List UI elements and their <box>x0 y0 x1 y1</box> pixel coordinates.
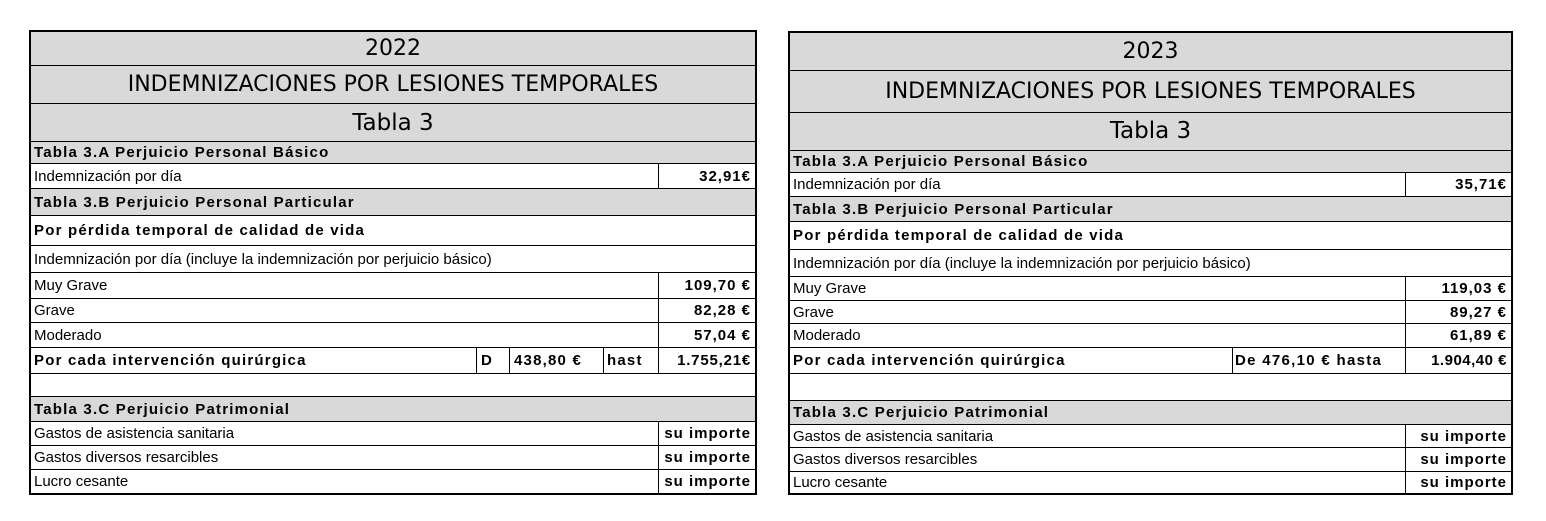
main-heading: INDEMNIZACIONES POR LESIONES TEMPORALES <box>790 71 1511 113</box>
desde-hasta-text: De 476,10 € hasta <box>1232 348 1405 373</box>
year-title: 2022 <box>31 32 755 66</box>
section-b-header <box>790 197 1511 222</box>
grave-label: Grave <box>34 302 75 319</box>
incluye-row <box>790 250 1511 277</box>
indemn-dia-label: Indemnización por día <box>793 176 941 193</box>
lucro-label: Lucro cesante <box>34 473 129 490</box>
muy-grave-row <box>31 273 755 299</box>
moderado-value: 57,04 € <box>658 323 755 347</box>
section-c-label: Tabla 3.C Perjuicio Patrimonial <box>34 400 291 418</box>
table-title: Tabla 3 <box>790 113 1511 151</box>
muy-grave-row <box>790 277 1511 301</box>
asistencia-value: su importe <box>1405 425 1511 447</box>
section-a-label: Tabla 3.A Perjuicio Personal Básico <box>34 144 330 161</box>
grave-row <box>31 299 755 323</box>
indemn-dia-row <box>31 164 755 189</box>
section-b-label: Tabla 3.B Perjuicio Personal Particular <box>34 193 355 211</box>
indemn-dia-value: 32,91€ <box>658 164 755 188</box>
hasta-value: 1.755,21€ <box>658 348 755 373</box>
diversos-row <box>790 448 1511 472</box>
muy-grave-label: Muy Grave <box>793 280 867 297</box>
incluye-label: Indemnización por día (incluye la indemnización por perjuicio básico) <box>34 250 492 268</box>
intervencion-label: Por cada intervención quirúrgica <box>793 352 1066 369</box>
moderado-row <box>31 323 755 348</box>
incluye-row <box>31 246 755 273</box>
section-a-label: Tabla 3.A Perjuicio Personal Básico <box>793 153 1089 170</box>
diversos-label: Gastos diversos resarcibles <box>34 449 219 466</box>
calidad-vida-row <box>790 222 1511 250</box>
diversos-value: su importe <box>658 446 755 469</box>
diversos-value: su importe <box>1405 448 1511 471</box>
empty-row <box>31 374 755 397</box>
table-2022 <box>29 30 757 495</box>
indemn-dia-label: Indemnización por día <box>34 167 182 185</box>
hasta-label: hast <box>603 348 658 373</box>
moderado-value: 61,89 € <box>1405 324 1511 347</box>
section-a-header <box>31 142 755 164</box>
diversos-row <box>31 446 755 470</box>
indemn-dia-row <box>790 173 1511 197</box>
grave-value: 82,28 € <box>658 299 755 322</box>
indemn-dia-value: 35,71€ <box>1405 173 1511 196</box>
incluye-label: Indemnización por día (incluye la indemnización por perjuicio básico) <box>793 254 1251 272</box>
lucro-label: Lucro cesante <box>793 474 888 491</box>
moderado-row <box>790 324 1511 348</box>
main-heading: INDEMNIZACIONES POR LESIONES TEMPORALES <box>31 66 755 104</box>
section-c-header <box>790 401 1511 425</box>
desde-label: D <box>476 348 509 373</box>
calidad-vida-row <box>31 216 755 246</box>
intervencion-row <box>790 348 1511 374</box>
empty-row <box>790 374 1511 401</box>
section-c-label: Tabla 3.C Perjuicio Patrimonial <box>793 404 1050 421</box>
table-2023 <box>788 31 1513 495</box>
moderado-label: Moderado <box>34 326 102 344</box>
lucro-row <box>31 470 755 493</box>
moderado-label: Moderado <box>793 327 861 344</box>
grave-value: 89,27 € <box>1405 301 1511 323</box>
desde-value: 438,80 € <box>509 348 603 373</box>
lucro-value: su importe <box>658 470 755 493</box>
grave-label: Grave <box>793 303 834 321</box>
grave-row <box>790 301 1511 324</box>
section-c-header <box>31 397 755 422</box>
table-title: Tabla 3 <box>31 104 755 142</box>
section-b-header <box>31 189 755 216</box>
section-a-header <box>790 151 1511 173</box>
muy-grave-label: Muy Grave <box>34 277 108 294</box>
asistencia-label: Gastos de asistencia sanitaria <box>793 427 994 445</box>
calidad-vida-label: Por pérdida temporal de calidad de vida <box>34 222 366 239</box>
muy-grave-value: 119,03 € <box>1405 277 1511 300</box>
asistencia-value: su importe <box>658 422 755 445</box>
asistencia-label: Gastos de asistencia sanitaria <box>34 425 235 442</box>
section-b-label: Tabla 3.B Perjuicio Personal Particular <box>793 200 1114 218</box>
hasta-value: 1.904,40 € <box>1405 348 1511 373</box>
lucro-row <box>790 472 1511 493</box>
intervencion-row <box>31 348 755 374</box>
lucro-value: su importe <box>1405 472 1511 493</box>
intervencion-label: Por cada intervención quirúrgica <box>34 352 307 369</box>
muy-grave-value: 109,70 € <box>658 273 755 298</box>
asistencia-row <box>790 425 1511 448</box>
asistencia-row <box>31 422 755 446</box>
year-title: 2023 <box>790 33 1511 71</box>
diversos-label: Gastos diversos resarcibles <box>793 451 978 468</box>
calidad-vida-label: Por pérdida temporal de calidad de vida <box>793 227 1125 244</box>
